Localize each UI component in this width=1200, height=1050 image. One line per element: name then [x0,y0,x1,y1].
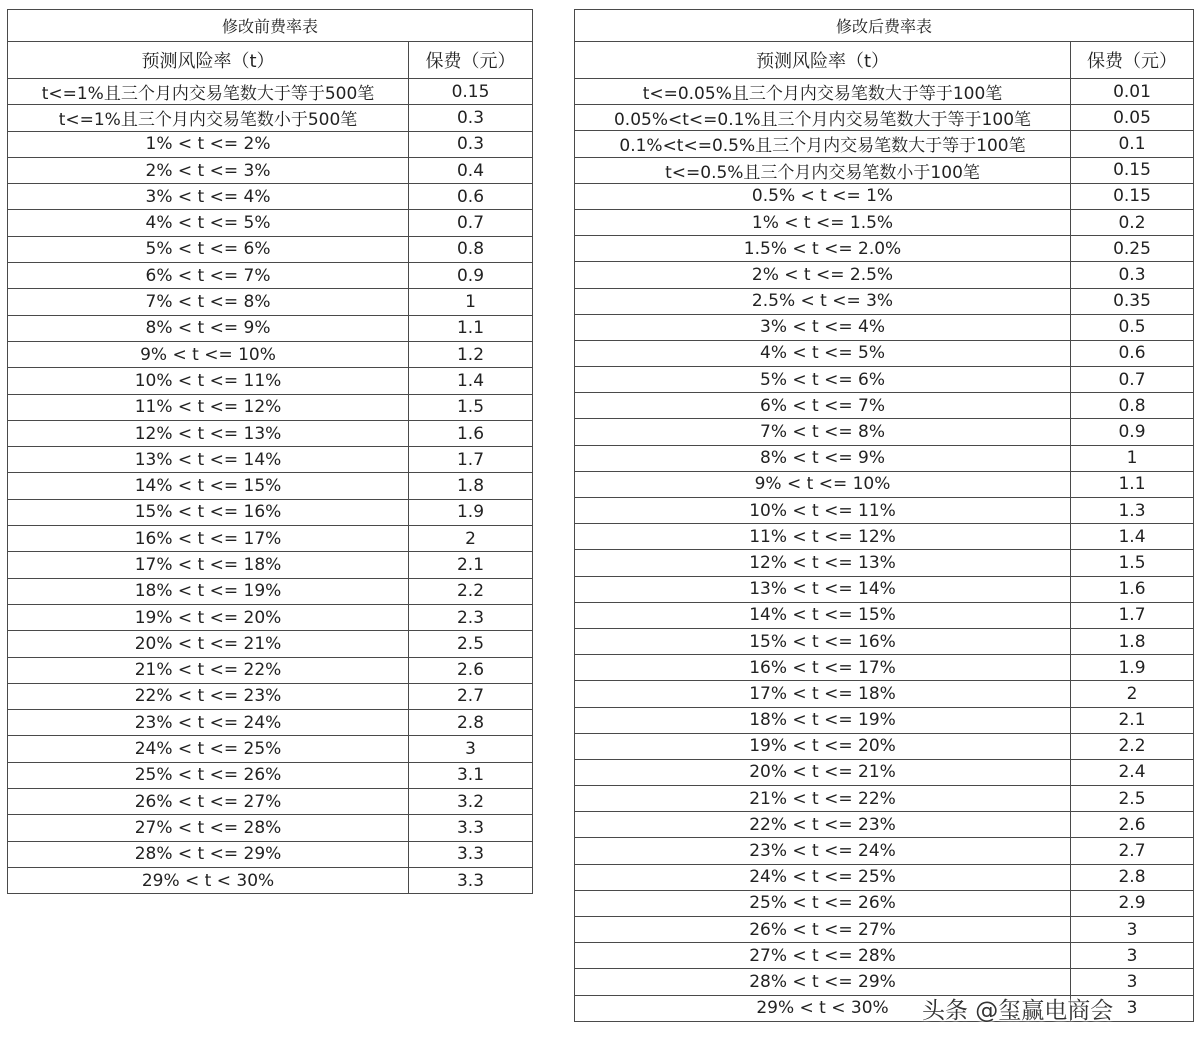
fee-cell: 3.1 [409,762,533,788]
fee-cell: 2.1 [409,552,533,578]
risk-rate-cell: 23% < t <= 24% [8,710,409,736]
table-row [575,550,1194,576]
risk-rate-cell: 28% < t <= 29% [8,841,409,867]
fee-cell: 0.3 [1071,262,1194,288]
fee-cell: 2.5 [409,631,533,657]
table-row [575,419,1194,445]
risk-rate-cell: 1% < t <= 2% [8,131,409,157]
risk-rate-cell: 1.5% < t <= 2.0% [575,236,1071,262]
risk-rate-cell: 5% < t <= 6% [575,367,1071,393]
table-row [575,655,1194,681]
fee-cell: 3.2 [409,789,533,815]
table-row [575,838,1194,864]
table-row [8,631,533,657]
fee-cell: 0.01 [1071,79,1194,105]
fee-cell: 2.2 [409,578,533,604]
table-row [8,473,533,499]
fee-cell: 0.05 [1071,105,1194,131]
table-row [8,604,533,630]
table-row [8,710,533,736]
table-row [575,340,1194,366]
fee-cell: 3.3 [409,841,533,867]
fee-cell: 3 [1071,917,1194,943]
risk-rate-cell: 1% < t <= 1.5% [575,209,1071,235]
fee-cell: 3 [409,736,533,762]
fee-cell: 1.7 [1071,602,1194,628]
risk-rate-cell: 2.5% < t <= 3% [575,288,1071,314]
fee-cell: 0.9 [1071,419,1194,445]
table-row [575,262,1194,288]
table-row [575,759,1194,785]
table-row [575,576,1194,602]
table-row [575,602,1194,628]
fee-cell: 1.1 [1071,471,1194,497]
table-row [8,526,533,552]
table-row [575,707,1194,733]
table-row [8,447,533,473]
after-table-title: 修改后费率表 [575,10,1194,42]
table-row [575,524,1194,550]
fee-cell: 1.9 [1071,655,1194,681]
risk-rate-cell: 2% < t <= 3% [8,157,409,183]
fee-cell: 2.2 [1071,733,1194,759]
fee-cell: 3.3 [409,867,533,893]
risk-rate-cell: 6% < t <= 7% [575,393,1071,419]
risk-rate-cell: 16% < t <= 17% [575,655,1071,681]
table-row [8,157,533,183]
fee-cell: 2.9 [1071,890,1194,916]
risk-rate-cell: t<=1%且三个月内交易笔数大于等于500笔 [8,79,409,105]
risk-rate-cell: 19% < t <= 20% [8,604,409,630]
risk-rate-header: 预测风险率（t） [8,42,409,79]
fee-cell: 0.7 [1071,367,1194,393]
fee-cell: 1.5 [1071,550,1194,576]
risk-rate-cell: 12% < t <= 13% [8,420,409,446]
fee-cell: 2 [409,526,533,552]
table-row [8,736,533,762]
table-row [8,499,533,525]
risk-rate-cell: 17% < t <= 18% [575,681,1071,707]
table-row [8,867,533,893]
table-row [575,786,1194,812]
fee-cell: 2.8 [1071,864,1194,890]
table-row [8,578,533,604]
risk-rate-cell: 10% < t <= 11% [575,498,1071,524]
risk-rate-cell: 2% < t <= 2.5% [575,262,1071,288]
risk-rate-cell: 18% < t <= 19% [8,578,409,604]
risk-rate-cell: 15% < t <= 16% [8,499,409,525]
risk-rate-cell: 24% < t <= 25% [575,864,1071,890]
fee-cell: 3 [1071,995,1194,1021]
table-row [8,368,533,394]
table-row [8,79,533,105]
table-row [575,79,1194,105]
risk-rate-cell: 14% < t <= 15% [8,473,409,499]
risk-rate-cell: 29% < t < 30% [8,867,409,893]
table-row [8,210,533,236]
fee-cell: 2.3 [409,604,533,630]
fee-cell: 1.1 [409,315,533,341]
risk-rate-cell: 7% < t <= 8% [8,289,409,315]
risk-rate-cell: 16% < t <= 17% [8,526,409,552]
fee-cell: 1.4 [409,368,533,394]
risk-rate-cell: 11% < t <= 12% [8,394,409,420]
fee-cell: 0.8 [1071,393,1194,419]
fee-cell: 2.6 [409,657,533,683]
risk-rate-cell: t<=1%且三个月内交易笔数小于500笔 [8,105,409,131]
fee-cell: 0.6 [409,184,533,210]
fee-cell: 1.6 [1071,576,1194,602]
after-table-body [575,79,1194,1022]
fee-cell: 0.3 [409,131,533,157]
risk-rate-cell: 12% < t <= 13% [575,550,1071,576]
risk-rate-cell: 3% < t <= 4% [8,184,409,210]
fee-cell: 1.5 [409,394,533,420]
risk-rate-cell: 4% < t <= 5% [8,210,409,236]
table-row [575,209,1194,235]
fee-cell: 1.9 [409,499,533,525]
risk-rate-cell: 9% < t <= 10% [8,341,409,367]
table-row [575,864,1194,890]
fee-cell: 0.35 [1071,288,1194,314]
fee-cell: 1.4 [1071,524,1194,550]
table-row [575,943,1194,969]
risk-rate-cell: 20% < t <= 21% [8,631,409,657]
fee-cell: 2 [1071,681,1194,707]
risk-rate-cell: 25% < t <= 26% [8,762,409,788]
risk-rate-cell: 27% < t <= 28% [575,943,1071,969]
fee-cell: 2.6 [1071,812,1194,838]
fee-header: 保费（元） [1071,42,1194,79]
table-row [8,105,533,131]
risk-rate-cell: 17% < t <= 18% [8,552,409,578]
table-row [575,105,1194,131]
table-row [8,841,533,867]
table-row [8,131,533,157]
risk-rate-cell: 26% < t <= 27% [575,917,1071,943]
risk-rate-cell: 20% < t <= 21% [575,759,1071,785]
risk-rate-cell: 25% < t <= 26% [575,890,1071,916]
risk-rate-cell: 18% < t <= 19% [575,707,1071,733]
risk-rate-cell: 10% < t <= 11% [8,368,409,394]
table-row [575,917,1194,943]
table-row [575,183,1194,209]
risk-rate-cell: 0.05%<t<=0.1%且三个月内交易笔数大于等于100笔 [575,105,1071,131]
risk-rate-cell: 22% < t <= 23% [8,683,409,709]
risk-rate-cell: 0.1%<t<=0.5%且三个月内交易笔数大于等于100笔 [575,131,1071,157]
risk-rate-cell: t<=0.5%且三个月内交易笔数小于100笔 [575,157,1071,183]
risk-rate-cell: t<=0.05%且三个月内交易笔数大于等于100笔 [575,79,1071,105]
table-row [8,657,533,683]
table-row [575,236,1194,262]
fee-header: 保费（元） [409,42,533,79]
table-row [575,681,1194,707]
table-row [8,263,533,289]
fee-cell: 0.3 [409,105,533,131]
risk-rate-cell: 22% < t <= 23% [575,812,1071,838]
risk-rate-cell: 6% < t <= 7% [8,263,409,289]
table-row [8,236,533,262]
fee-cell: 0.6 [1071,340,1194,366]
risk-rate-cell: 4% < t <= 5% [575,340,1071,366]
table-row [575,445,1194,471]
risk-rate-cell: 26% < t <= 27% [8,789,409,815]
fee-cell: 0.25 [1071,236,1194,262]
fee-cell: 0.5 [1071,314,1194,340]
risk-rate-cell: 27% < t <= 28% [8,815,409,841]
fee-cell: 2.7 [1071,838,1194,864]
table-row [575,890,1194,916]
fee-cell: 1.8 [409,473,533,499]
table-row [575,131,1194,157]
fee-cell: 0.15 [1071,157,1194,183]
table-row [8,683,533,709]
fee-cell: 2.4 [1071,759,1194,785]
before-table-title: 修改前费率表 [8,10,533,42]
fee-cell: 0.7 [409,210,533,236]
table-row [575,733,1194,759]
before-fee-table [7,9,533,894]
fee-cell: 0.15 [409,79,533,105]
after-fee-table [574,9,1194,1022]
risk-rate-cell: 11% < t <= 12% [575,524,1071,550]
risk-rate-cell: 15% < t <= 16% [575,628,1071,654]
fee-cell: 3.3 [409,815,533,841]
fee-cell: 3 [1071,943,1194,969]
fee-cell: 0.1 [1071,131,1194,157]
risk-rate-cell: 8% < t <= 9% [8,315,409,341]
fee-cell: 0.15 [1071,183,1194,209]
table-row [8,184,533,210]
table-row [8,394,533,420]
before-table-body [8,79,533,894]
table-row [8,341,533,367]
risk-rate-header: 预测风险率（t） [575,42,1071,79]
table-row [575,288,1194,314]
fee-cell: 1 [409,289,533,315]
table-row [8,315,533,341]
table-row [575,812,1194,838]
fee-cell: 0.8 [409,236,533,262]
table-row [8,552,533,578]
risk-rate-cell: 13% < t <= 14% [575,576,1071,602]
table-row [8,815,533,841]
risk-rate-cell: 24% < t <= 25% [8,736,409,762]
risk-rate-cell: 21% < t <= 22% [8,657,409,683]
risk-rate-cell: 21% < t <= 22% [575,786,1071,812]
fee-cell: 1.2 [409,341,533,367]
table-row [575,314,1194,340]
risk-rate-cell: 29% < t < 30% [575,995,1071,1021]
risk-rate-cell: 28% < t <= 29% [575,969,1071,995]
fee-cell: 0.2 [1071,209,1194,235]
table-row [8,289,533,315]
risk-rate-cell: 23% < t <= 24% [575,838,1071,864]
fee-cell: 2.8 [409,710,533,736]
watermark-text: 头条 @玺赢电商会 [922,998,1114,1024]
fee-cell: 2.1 [1071,707,1194,733]
table-row [8,789,533,815]
risk-rate-cell: 9% < t <= 10% [575,471,1071,497]
risk-rate-cell: 13% < t <= 14% [8,447,409,473]
risk-rate-cell: 5% < t <= 6% [8,236,409,262]
fee-cell: 2.7 [409,683,533,709]
table-row [575,498,1194,524]
fee-cell: 0.4 [409,157,533,183]
fee-cell: 1.8 [1071,628,1194,654]
table-row [575,628,1194,654]
risk-rate-cell: 14% < t <= 15% [575,602,1071,628]
risk-rate-cell: 19% < t <= 20% [575,733,1071,759]
fee-cell: 1.6 [409,420,533,446]
table-row [8,420,533,446]
risk-rate-cell: 8% < t <= 9% [575,445,1071,471]
fee-cell: 3 [1071,969,1194,995]
fee-cell: 1 [1071,445,1194,471]
fee-cell: 1.3 [1071,498,1194,524]
table-row [8,762,533,788]
fee-cell: 2.5 [1071,786,1194,812]
risk-rate-cell: 7% < t <= 8% [575,419,1071,445]
table-row [575,471,1194,497]
table-row [575,157,1194,183]
fee-cell: 0.9 [409,263,533,289]
fee-cell: 1.7 [409,447,533,473]
risk-rate-cell: 0.5% < t <= 1% [575,183,1071,209]
table-row [575,393,1194,419]
table-row [575,367,1194,393]
risk-rate-cell: 3% < t <= 4% [575,314,1071,340]
